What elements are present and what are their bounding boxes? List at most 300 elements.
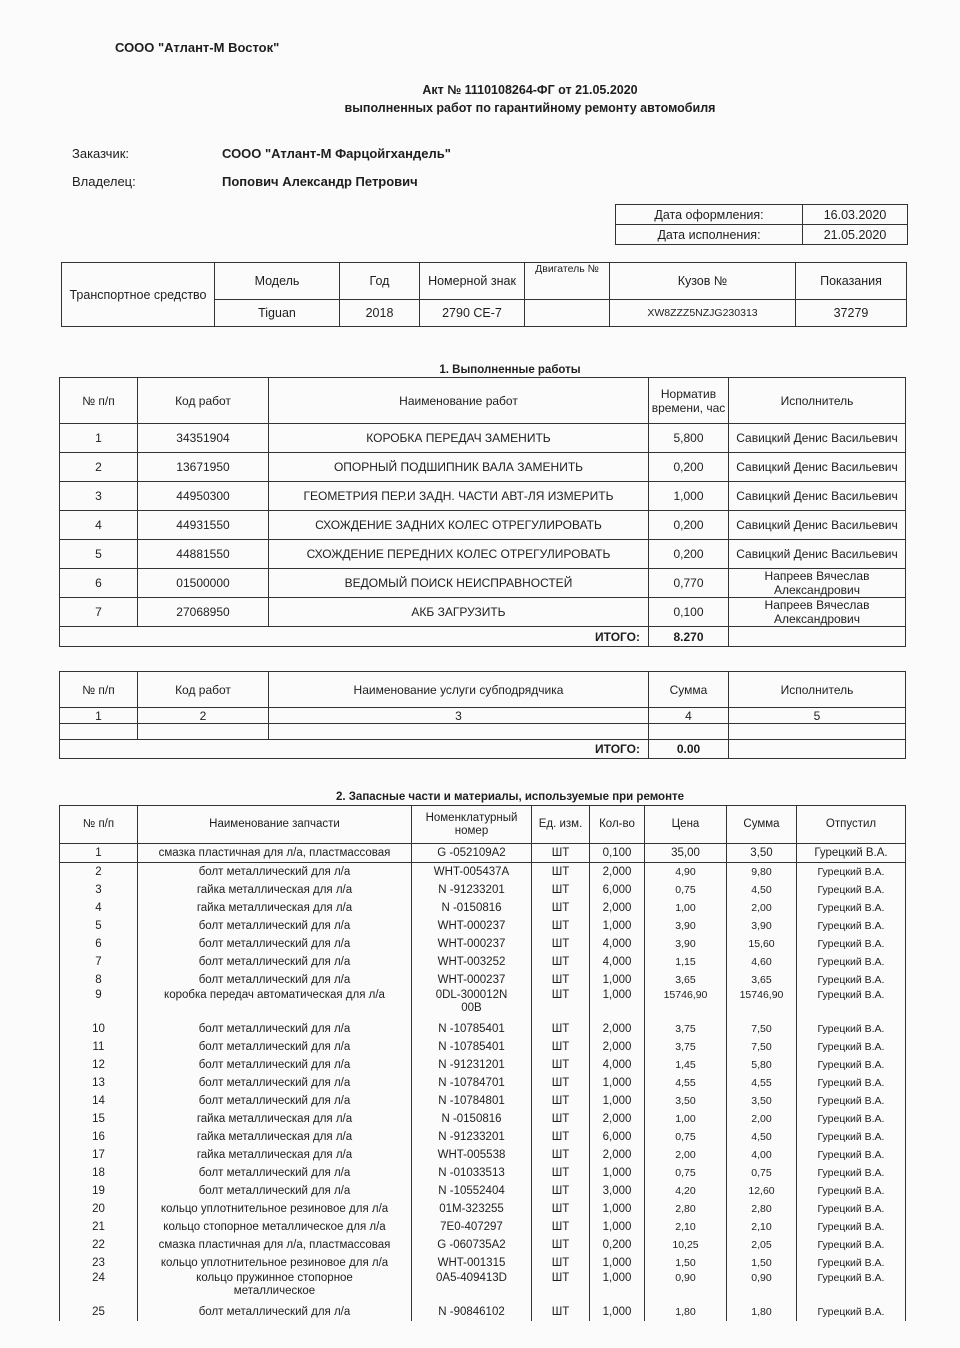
part-qty: 6,000 [590,881,645,899]
part-sum: 2,00 [727,1110,797,1128]
issue-date-value: 16.03.2020 [803,205,908,225]
done-date-row [616,225,908,245]
part-name: кольцо уплотнительное резиновое для л/а [138,1254,412,1272]
sub-col-number: 4 [649,708,729,724]
sub-header-sum: Сумма [649,672,729,708]
work-time: 0,100 [649,598,729,627]
part-name: болт металлический для л/а [138,1056,412,1074]
part-num: 11 [60,1038,138,1056]
works-row [60,511,906,540]
parts-header-issued: Отпустил [797,806,906,844]
parts-row [60,953,906,971]
part-name: болт металлический для л/а [138,1092,412,1110]
part-price: 0,75 [645,1128,727,1146]
works-header-time: Норматив времени, час [649,378,729,424]
part-name: болт металлический для л/а [138,971,412,989]
part-qty: 1,000 [590,917,645,935]
work-executor: Савицкий Денис Васильевич [729,540,906,569]
work-num: 5 [60,540,138,569]
sub-empty-cell [138,724,269,740]
parts-header-qty: Кол-во [590,806,645,844]
part-unit: ШТ [532,971,590,989]
part-price: 1,00 [645,899,727,917]
part-catalog-number: N -91233201 [412,881,532,899]
part-sum: 1,80 [727,1303,797,1321]
part-name: смазка пластичная для л/а, пластмассовая [138,844,412,863]
vehicle-year: 2018 [340,300,420,327]
part-unit: ШТ [532,1164,590,1182]
works-total-label: ИТОГО: [60,627,649,647]
work-code: 13671950 [138,453,269,482]
part-catalog-number: N -10785401 [412,1038,532,1056]
part-catalog-number: N -01033513 [412,1164,532,1182]
work-name: ВЕДОМЫЙ ПОИСК НЕИСПРАВНОСТЕЙ [269,569,649,598]
works-row [60,540,906,569]
part-issued-by: Гурецкий В.А. [797,917,906,935]
part-issued-by: Гурецкий В.А. [797,935,906,953]
vehicle-body-number: XW8ZZZ5NZJG230313 [610,300,796,327]
part-sum: 3,65 [727,971,797,989]
part-unit: ШТ [532,989,590,1020]
part-qty: 2,000 [590,863,645,882]
vehicle-engine [525,300,610,327]
part-issued-by: Гурецкий В.А. [797,1218,906,1236]
parts-row [60,1164,906,1182]
work-time: 0,200 [649,540,729,569]
work-time: 0,200 [649,453,729,482]
work-name: ГЕОМЕТРИЯ ПЕР.И ЗАДН. ЧАСТИ АВТ-ЛЯ ИЗМЕРИТЬ [269,482,649,511]
part-issued-by: Гурецкий В.А. [797,1074,906,1092]
part-num: 6 [60,935,138,953]
parts-section-title: 2. Запасные части и материалы, используемые при ремонте [335,791,685,803]
sub-header-executor: Исполнитель [729,672,906,708]
part-catalog-number: N -0150816 [412,899,532,917]
vehicle-header-odometer: Показания [796,263,907,300]
parts-row [60,1056,906,1074]
part-qty: 4,000 [590,935,645,953]
work-num: 3 [60,482,138,511]
part-price: 1,00 [645,1110,727,1128]
parts-row [60,1200,906,1218]
sub-empty-cell [269,724,649,740]
part-catalog-number: WHT-001315 [412,1254,532,1272]
part-unit: ШТ [532,1236,590,1254]
dates-table [615,204,908,245]
act-title: Акт № 1110108264-ФГ от 21.05.2020 [422,83,638,97]
work-num: 7 [60,598,138,627]
parts-table [59,805,906,1321]
part-unit: ШТ [532,1182,590,1200]
part-unit: ШТ [532,1056,590,1074]
parts-row [60,1110,906,1128]
part-name: кольцо уплотнительное резиновое для л/а [138,1200,412,1218]
part-qty: 6,000 [590,1128,645,1146]
part-name: болт металлический для л/а [138,1182,412,1200]
sub-header-num: № п/п [60,672,138,708]
parts-row [60,1218,906,1236]
works-row [60,482,906,511]
part-catalog-number: N -0150816 [412,1110,532,1128]
part-issued-by: Гурецкий В.А. [797,1110,906,1128]
part-sum: 3,50 [727,844,797,863]
part-issued-by: Гурецкий В.А. [797,1020,906,1038]
work-code: 44881550 [138,540,269,569]
part-name: гайка металлическая для л/а [138,1146,412,1164]
part-name: кольцо стопорное металлическое для л/а [138,1218,412,1236]
part-price: 35,00 [645,844,727,863]
part-qty: 1,000 [590,1218,645,1236]
parts-header-name: Наименование запчасти [138,806,412,844]
part-qty: 0,200 [590,1236,645,1254]
part-name: гайка металлическая для л/а [138,881,412,899]
part-qty: 4,000 [590,953,645,971]
part-name: гайка металлическая для л/а [138,899,412,917]
part-num: 20 [60,1200,138,1218]
part-price: 4,55 [645,1074,727,1092]
part-price: 3,75 [645,1038,727,1056]
part-qty: 1,000 [590,1164,645,1182]
part-num: 15 [60,1110,138,1128]
parts-row [60,971,906,989]
part-sum: 4,55 [727,1074,797,1092]
part-catalog-number: 01M-323255 [412,1200,532,1218]
part-catalog-number: 0A5-409413D [412,1272,532,1303]
part-name: болт металлический для л/а [138,1074,412,1092]
part-num: 1 [60,844,138,863]
part-issued-by: Гурецкий В.А. [797,953,906,971]
part-qty: 2,000 [590,1038,645,1056]
part-unit: ШТ [532,917,590,935]
work-name: СХОЖДЕНИЕ ЗАДНИХ КОЛЕС ОТРЕГУЛИРОВАТЬ [269,511,649,540]
vehicle-header-year: Год [340,263,420,300]
part-name: болт металлический для л/а [138,953,412,971]
part-sum: 2,10 [727,1218,797,1236]
part-qty: 1,000 [590,1303,645,1321]
work-executor: Савицкий Денис Васильевич [729,511,906,540]
work-code: 34351904 [138,424,269,453]
works-header-code: Код работ [138,378,269,424]
part-name: болт металлический для л/а [138,935,412,953]
works-table [59,377,906,647]
works-header-executor: Исполнитель [729,378,906,424]
work-num: 2 [60,453,138,482]
part-catalog-number: 0DL-300012N 00B [412,989,532,1020]
part-sum: 2,05 [727,1236,797,1254]
part-sum: 1,50 [727,1254,797,1272]
vehicle-model: Tiguan [215,300,340,327]
part-price: 3,65 [645,971,727,989]
company-name: СООО "Атлант-М Восток" [115,40,280,55]
part-num: 24 [60,1272,138,1303]
part-price: 0,90 [645,1272,727,1303]
sub-header-code: Код работ [138,672,269,708]
part-qty: 1,000 [590,989,645,1020]
parts-row [60,1074,906,1092]
part-price: 3,50 [645,1092,727,1110]
work-time: 0,770 [649,569,729,598]
part-price: 4,20 [645,1182,727,1200]
part-issued-by: Гурецкий В.А. [797,989,906,1020]
part-qty: 4,000 [590,1056,645,1074]
part-catalog-number: WHT-000237 [412,935,532,953]
part-price: 1,15 [645,953,727,971]
work-name: СХОЖДЕНИЕ ПЕРЕДНИХ КОЛЕС ОТРЕГУЛИРОВАТЬ [269,540,649,569]
part-sum: 0,75 [727,1164,797,1182]
work-executor: Напреев Вячеслав Александрович [729,569,906,598]
part-name: кольцо пружинное стопорное металлическое [138,1272,412,1303]
part-unit: ШТ [532,953,590,971]
part-issued-by: Гурецкий В.А. [797,899,906,917]
part-num: 14 [60,1092,138,1110]
part-name: болт металлический для л/а [138,1303,412,1321]
part-num: 17 [60,1146,138,1164]
part-catalog-number: WHT-005437A [412,863,532,882]
part-price: 3,90 [645,935,727,953]
owner-label: Владелец: [72,174,136,189]
parts-row [60,899,906,917]
parts-row [60,1182,906,1200]
part-sum: 4,50 [727,1128,797,1146]
part-name: гайка металлическая для л/а [138,1128,412,1146]
parts-row [60,1038,906,1056]
part-num: 12 [60,1056,138,1074]
part-issued-by: Гурецкий В.А. [797,1092,906,1110]
vehicle-header-plate: Номерной знак [420,263,525,300]
sub-total-value: 0.00 [649,740,729,759]
part-unit: ШТ [532,935,590,953]
part-num: 13 [60,1074,138,1092]
part-unit: ШТ [532,1038,590,1056]
vehicle-header-body: Кузов № [610,263,796,300]
part-issued-by: Гурецкий В.А. [797,1272,906,1303]
part-qty: 1,000 [590,1272,645,1303]
part-name: гайка металлическая для л/а [138,1110,412,1128]
parts-row [60,1146,906,1164]
part-num: 25 [60,1303,138,1321]
part-num: 19 [60,1182,138,1200]
part-num: 21 [60,1218,138,1236]
part-issued-by: Гурецкий В.А. [797,1200,906,1218]
part-qty: 1,000 [590,1200,645,1218]
parts-header-sum: Сумма [727,806,797,844]
part-sum: 4,50 [727,881,797,899]
sub-col-number: 1 [60,708,138,724]
part-qty: 1,000 [590,971,645,989]
part-catalog-number: G -052109A2 [412,844,532,863]
sub-col-number: 3 [269,708,649,724]
part-num: 5 [60,917,138,935]
work-code: 01500000 [138,569,269,598]
part-sum: 15,60 [727,935,797,953]
part-catalog-number: WHT-003252 [412,953,532,971]
part-catalog-number: N -10784801 [412,1092,532,1110]
work-name: КОРОБКА ПЕРЕДАЧ ЗАМЕНИТЬ [269,424,649,453]
works-row [60,598,906,627]
part-sum: 4,60 [727,953,797,971]
sub-empty-cell [649,724,729,740]
part-qty: 1,000 [590,1092,645,1110]
part-price: 1,80 [645,1303,727,1321]
work-code: 44931550 [138,511,269,540]
work-executor: Савицкий Денис Васильевич [729,424,906,453]
part-price: 2,10 [645,1218,727,1236]
part-unit: ШТ [532,881,590,899]
works-total-value: 8.270 [649,627,729,647]
work-name: ОПОРНЫЙ ПОДШИПНИК ВАЛА ЗАМЕНИТЬ [269,453,649,482]
part-qty: 1,000 [590,1254,645,1272]
part-catalog-number: N -91233201 [412,1128,532,1146]
sub-total-empty [729,740,906,759]
done-date-value: 21.05.2020 [803,225,908,245]
parts-row [60,1303,906,1321]
part-qty: 0,100 [590,844,645,863]
part-unit: ШТ [532,863,590,882]
sub-total-label: ИТОГО: [60,740,649,759]
part-issued-by: Гурецкий В.А. [797,1146,906,1164]
part-issued-by: Гурецкий В.А. [797,844,906,863]
parts-row [60,1254,906,1272]
part-name: болт металлический для л/а [138,1164,412,1182]
works-total-empty [729,627,906,647]
part-sum: 3,90 [727,917,797,935]
part-catalog-number: WHT-000237 [412,971,532,989]
part-price: 15746,90 [645,989,727,1020]
works-section-title: 1. Выполненные работы [439,364,581,376]
issue-date-row [616,205,908,225]
part-sum: 15746,90 [727,989,797,1020]
vehicle-row-label: Транспортное средство [62,263,215,327]
work-name: АКБ ЗАГРУЗИТЬ [269,598,649,627]
part-unit: ШТ [532,1074,590,1092]
works-header-num: № п/п [60,378,138,424]
part-qty: 2,000 [590,1020,645,1038]
parts-row [60,881,906,899]
part-num: 16 [60,1128,138,1146]
part-issued-by: Гурецкий В.А. [797,1128,906,1146]
parts-row [60,1092,906,1110]
parts-row [60,935,906,953]
works-header-name: Наименование работ [269,378,649,424]
part-unit: ШТ [532,844,590,863]
vehicle-header-model: Модель [215,263,340,300]
part-issued-by: Гурецкий В.А. [797,1236,906,1254]
parts-row [60,1128,906,1146]
part-price: 2,80 [645,1200,727,1218]
part-unit: ШТ [532,1254,590,1272]
parts-header-price: Цена [645,806,727,844]
vehicle-plate: 2790 СЕ-7 [420,300,525,327]
part-unit: ШТ [532,1200,590,1218]
work-code: 27068950 [138,598,269,627]
part-issued-by: Гурецкий В.А. [797,1038,906,1056]
part-sum: 0,90 [727,1272,797,1303]
parts-row [60,844,906,863]
part-num: 22 [60,1236,138,1254]
part-sum: 4,00 [727,1146,797,1164]
part-unit: ШТ [532,1128,590,1146]
parts-row [60,1272,906,1303]
parts-header-catalog: Номенклатурный номер [412,806,532,844]
part-unit: ШТ [532,1020,590,1038]
part-sum: 2,00 [727,899,797,917]
part-num: 8 [60,971,138,989]
part-catalog-number: WHT-000237 [412,917,532,935]
part-catalog-number: N -10785401 [412,1020,532,1038]
work-num: 4 [60,511,138,540]
work-time: 1,000 [649,482,729,511]
part-issued-by: Гурецкий В.А. [797,863,906,882]
part-price: 3,90 [645,917,727,935]
part-catalog-number: WHT-005538 [412,1146,532,1164]
part-unit: ШТ [532,1218,590,1236]
part-num: 4 [60,899,138,917]
part-price: 0,75 [645,881,727,899]
owner-value: Попович Александр Петрович [222,174,418,189]
part-catalog-number: N -10552404 [412,1182,532,1200]
part-catalog-number: N -10784701 [412,1074,532,1092]
part-unit: ШТ [532,1272,590,1303]
part-num: 3 [60,881,138,899]
part-name: болт металлический для л/а [138,863,412,882]
work-num: 6 [60,569,138,598]
part-num: 18 [60,1164,138,1182]
part-issued-by: Гурецкий В.А. [797,1254,906,1272]
part-catalog-number: N -91231201 [412,1056,532,1074]
sub-col-number: 5 [729,708,906,724]
part-price: 10,25 [645,1236,727,1254]
part-price: 0,75 [645,1164,727,1182]
part-issued-by: Гурецкий В.А. [797,1164,906,1182]
issue-date-label: Дата оформления: [616,205,803,225]
vehicle-header-engine: Двигатель № [525,263,610,300]
customer-value: СООО "Атлант-М Фарцойгхандель" [222,146,451,161]
part-qty: 3,000 [590,1182,645,1200]
part-issued-by: Гурецкий В.А. [797,971,906,989]
part-issued-by: Гурецкий В.А. [797,1056,906,1074]
work-executor: Савицкий Денис Васильевич [729,482,906,511]
part-name: болт металлический для л/а [138,1038,412,1056]
part-sum: 2,80 [727,1200,797,1218]
part-name: коробка передач автоматическая для л/а [138,989,412,1020]
part-sum: 9,80 [727,863,797,882]
part-name: болт металлический для л/а [138,917,412,935]
part-sum: 5,80 [727,1056,797,1074]
part-unit: ШТ [532,1303,590,1321]
part-catalog-number: 7E0-407297 [412,1218,532,1236]
part-name: болт металлический для л/а [138,1020,412,1038]
part-issued-by: Гурецкий В.А. [797,881,906,899]
vehicle-table [61,262,907,327]
part-issued-by: Гурецкий В.А. [797,1303,906,1321]
part-catalog-number: G -060735A2 [412,1236,532,1254]
work-num: 1 [60,424,138,453]
part-sum: 7,50 [727,1038,797,1056]
customer-label: Заказчик: [72,146,130,161]
part-price: 4,90 [645,863,727,882]
part-sum: 3,50 [727,1092,797,1110]
part-qty: 2,000 [590,1146,645,1164]
part-price: 3,75 [645,1020,727,1038]
work-time: 5,800 [649,424,729,453]
sub-empty-cell [729,724,906,740]
sub-col-number: 2 [138,708,269,724]
parts-header-unit: Ед. изм. [532,806,590,844]
works-row [60,424,906,453]
part-unit: ШТ [532,1092,590,1110]
part-sum: 12,60 [727,1182,797,1200]
parts-row [60,1020,906,1038]
part-unit: ШТ [532,899,590,917]
